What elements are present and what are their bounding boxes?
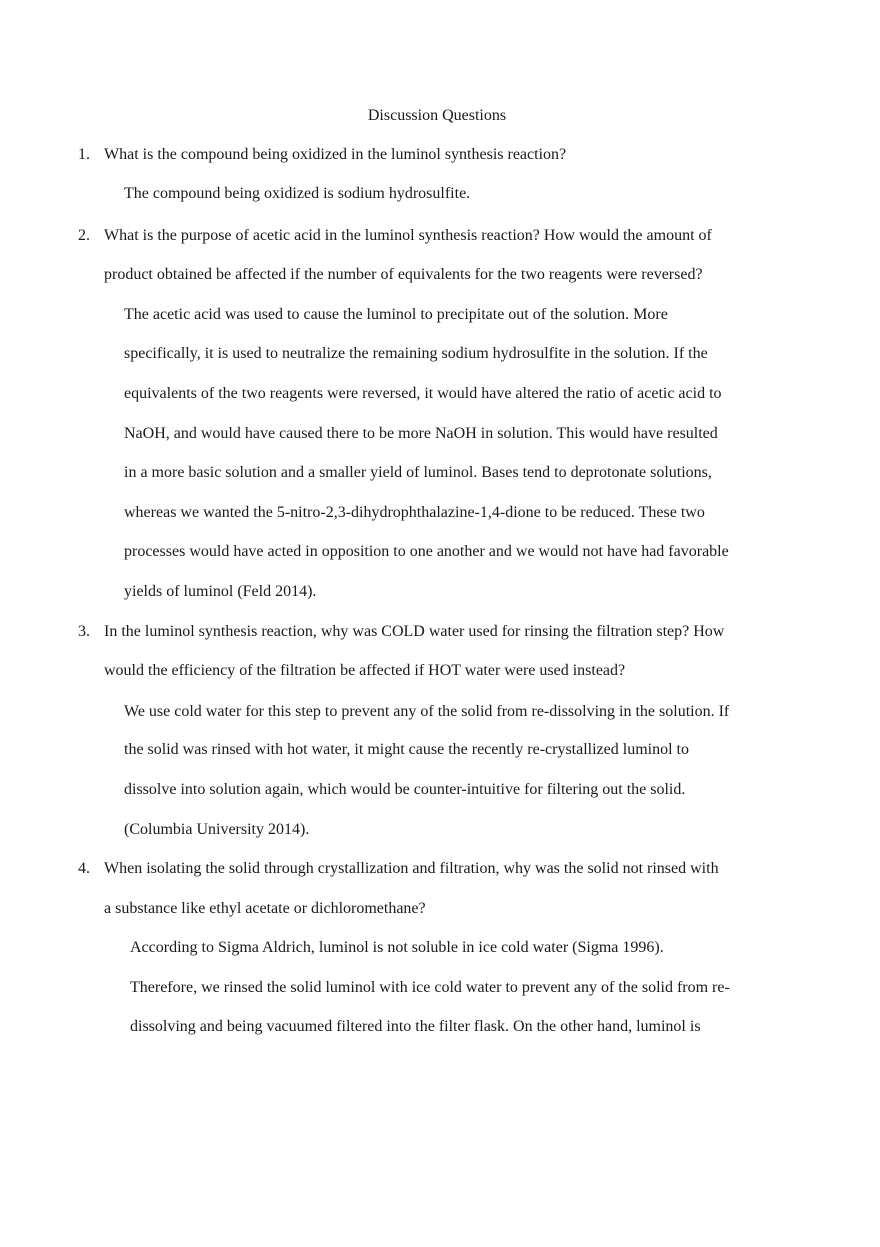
answer-text: NaOH, and would have caused there to be more NaOH in solution. This would have resulted	[124, 425, 718, 442]
question-text: In the luminol synthesis reaction, why was COLD water used for rinsing the filtration step? How	[104, 623, 725, 640]
answer-text: equivalents of the two reagents were reversed, it would have altered the ratio of acetic acid to	[124, 385, 722, 402]
answer-text: processes would have acted in opposition to one another and we would not have had favorable	[124, 543, 729, 560]
answer-text: (Columbia University 2014).	[124, 821, 310, 838]
question-text: What is the purpose of acetic acid in the luminol synthesis reaction? How would the amount of	[104, 227, 712, 244]
answer-text: in a more basic solution and a smaller yield of luminol. Bases tend to deprotonate solutions,	[124, 464, 712, 481]
question-number: 3.	[78, 623, 90, 640]
page-title: Discussion Questions	[367, 107, 507, 124]
question-text: product obtained be affected if the number of equivalents for the two reagents were reversed?	[104, 266, 703, 283]
answer-text: The acetic acid was used to cause the luminol to precipitate out of the solution. More	[124, 306, 668, 323]
question-text: What is the compound being oxidized in the luminol synthesis reaction?	[104, 146, 567, 163]
answer-text: dissolve into solution again, which would be counter-intuitive for filtering out the solid.	[124, 781, 686, 798]
answer-text: We use cold water for this step to prevent any of the solid from re-dissolving in the solution. If	[124, 703, 730, 720]
answer-text: dissolving and being vacuumed filtered into the filter flask. On the other hand, luminol is	[130, 1018, 701, 1035]
answer-text: According to Sigma Aldrich, luminol is not soluble in ice cold water (Sigma 1996).	[130, 939, 664, 956]
answer-text: whereas we wanted the 5-nitro-2,3-dihydrophthalazine-1,4-dione to be reduced. These two	[124, 504, 705, 521]
answer-text: The compound being oxidized is sodium hydrosulfite.	[124, 185, 471, 202]
question-text: would the efficiency of the filtration be affected if HOT water were used instead?	[104, 662, 626, 679]
question-text: When isolating the solid through crystallization and filtration, why was the solid not rinsed with	[104, 860, 719, 877]
answer-text: Therefore, we rinsed the solid luminol with ice cold water to prevent any of the solid from re-	[130, 979, 730, 996]
question-text: a substance like ethyl acetate or dichloromethane?	[104, 900, 426, 917]
question-number: 1.	[78, 146, 90, 163]
question-number: 4.	[78, 860, 90, 877]
answer-text: specifically, it is used to neutralize the remaining sodium hydrosulfite in the solution. If the	[124, 345, 708, 362]
question-number: 2.	[78, 227, 90, 244]
answer-text: yields of luminol (Feld 2014).	[124, 583, 317, 600]
answer-text: the solid was rinsed with hot water, it might cause the recently re-crystallized luminol to	[124, 741, 689, 758]
